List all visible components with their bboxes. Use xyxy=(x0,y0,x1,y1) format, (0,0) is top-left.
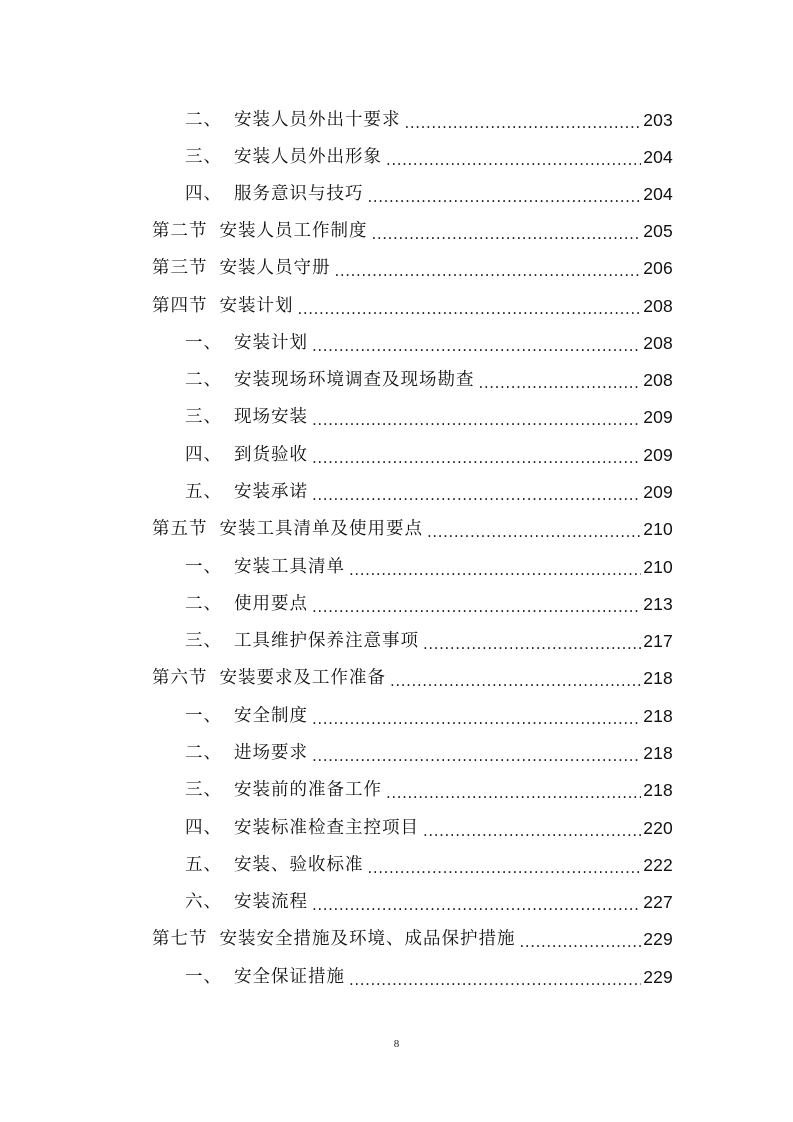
toc-entry-label: 六、 xyxy=(185,892,222,912)
toc-dot-leader xyxy=(423,628,641,654)
toc-entry-label: 五、 xyxy=(185,482,222,502)
toc-page-number: 209 xyxy=(643,482,673,502)
toc-entry[interactable] xyxy=(185,442,673,468)
toc-entry-title xyxy=(185,330,308,356)
toc-page-number: 227 xyxy=(643,892,673,912)
toc-entry[interactable] xyxy=(185,107,673,133)
toc-entry[interactable] xyxy=(152,293,673,319)
toc-dot-leader xyxy=(312,703,641,729)
toc-entry-title xyxy=(185,554,345,580)
toc-entry-title xyxy=(185,591,308,617)
toc-entry-label: 二、 xyxy=(185,110,222,130)
toc-entry[interactable] xyxy=(185,964,673,990)
toc-entry-title xyxy=(185,479,308,505)
toc-dot-leader xyxy=(520,926,642,952)
toc-dot-leader xyxy=(386,777,641,803)
toc-dot-leader xyxy=(335,255,642,281)
toc-entry-label: 一、 xyxy=(185,706,222,726)
toc-page-number: 213 xyxy=(643,594,673,614)
toc-entry-label: 四、 xyxy=(185,445,222,465)
toc-page-number: 218 xyxy=(643,706,673,726)
page-number: 8 xyxy=(393,1038,400,1050)
toc-entry-label: 三、 xyxy=(185,147,222,167)
toc-entry-label: 第六节 xyxy=(152,668,208,688)
toc-entry-label: 二、 xyxy=(185,370,222,390)
toc-entry[interactable] xyxy=(185,479,673,505)
toc-entry-title xyxy=(185,889,308,915)
toc-entry-label: 第三节 xyxy=(152,258,208,278)
toc-entry-title xyxy=(152,218,368,244)
toc-dot-leader xyxy=(312,442,641,468)
toc-entry-text: 安装、验收标准 xyxy=(234,855,364,875)
toc-entry-label: 二、 xyxy=(185,594,222,614)
toc-entry-title xyxy=(185,107,401,133)
toc-entry-text: 安全制度 xyxy=(234,706,308,726)
toc-entry-label: 三、 xyxy=(185,631,222,651)
toc-entry-title xyxy=(185,740,308,766)
toc-page-number: 209 xyxy=(643,407,673,427)
toc-entry[interactable] xyxy=(185,852,673,878)
toc-dot-leader xyxy=(298,293,642,319)
toc-entry[interactable] xyxy=(185,703,673,729)
toc-entry[interactable] xyxy=(185,815,673,841)
toc-page-number: 205 xyxy=(643,221,673,241)
toc-dot-leader xyxy=(312,889,641,915)
toc-page-number: 210 xyxy=(643,557,673,577)
toc-entry-title xyxy=(152,255,331,281)
toc-entry-title xyxy=(185,852,364,878)
toc-entry-text: 服务意识与技巧 xyxy=(234,184,364,204)
toc-entry[interactable] xyxy=(152,516,673,542)
toc-dot-leader xyxy=(312,404,641,430)
toc-page-number: 208 xyxy=(643,370,673,390)
toc-page-number: 229 xyxy=(643,967,673,987)
toc-page-number: 203 xyxy=(643,110,673,130)
toc-entry-text: 安装计划 xyxy=(234,333,308,353)
toc-dot-leader xyxy=(386,144,641,170)
toc-entry-label: 五、 xyxy=(185,855,222,875)
toc-entry[interactable] xyxy=(185,777,673,803)
toc-entry[interactable] xyxy=(185,404,673,430)
toc-entry-label: 四、 xyxy=(185,184,222,204)
toc-page-number: 208 xyxy=(643,333,673,353)
toc-entry-label: 第二节 xyxy=(152,221,208,241)
toc-entry-title xyxy=(185,442,308,468)
toc-entry-title xyxy=(152,516,423,542)
toc-dot-leader xyxy=(312,740,641,766)
toc-dot-leader xyxy=(312,591,641,617)
toc-entry-text: 安装承诺 xyxy=(234,482,308,502)
toc-entry-title xyxy=(185,404,308,430)
toc-entry-title xyxy=(185,144,382,170)
toc-entry-text: 安全保证措施 xyxy=(234,967,345,987)
toc-entry-label: 一、 xyxy=(185,967,222,987)
toc-entry-text: 安装要求及工作准备 xyxy=(219,668,386,688)
toc-entry[interactable] xyxy=(185,591,673,617)
toc-dot-leader xyxy=(405,107,642,133)
toc-entry-label: 第四节 xyxy=(152,296,208,316)
toc-page-number: 229 xyxy=(643,929,673,949)
toc-page-number: 222 xyxy=(643,855,673,875)
toc-entry-label: 第五节 xyxy=(152,519,208,539)
toc-entry-text: 安装人员外出十要求 xyxy=(234,110,401,130)
toc-dot-leader xyxy=(423,815,641,841)
toc-entry-label: 第七节 xyxy=(152,929,208,949)
toc-entry-title xyxy=(185,181,364,207)
toc-entry-title xyxy=(185,777,382,803)
toc-page-number: 204 xyxy=(643,184,673,204)
toc-entry-label: 四、 xyxy=(185,818,222,838)
toc-entry-title xyxy=(185,367,475,393)
toc-entry[interactable] xyxy=(185,367,673,393)
toc-entry-text: 安装工具清单 xyxy=(234,557,345,577)
toc-entry-text: 安装人员工作制度 xyxy=(219,221,368,241)
toc-entry-title xyxy=(185,628,419,654)
toc-page-number: 218 xyxy=(643,668,673,688)
toc-entry-text: 到货验收 xyxy=(234,445,308,465)
toc-entry-text: 安装工具清单及使用要点 xyxy=(219,519,423,539)
toc-entry-text: 安装流程 xyxy=(234,892,308,912)
toc-dot-leader xyxy=(312,479,641,505)
toc-entry-title xyxy=(152,293,294,319)
toc-dot-leader xyxy=(368,181,642,207)
toc-entry-text: 安装计划 xyxy=(219,296,294,316)
toc-entry-title xyxy=(185,964,345,990)
toc-page-number: 209 xyxy=(643,445,673,465)
toc-entry[interactable] xyxy=(152,255,673,281)
toc-entry-text: 安装人员守册 xyxy=(219,258,331,278)
toc-entry-text: 安装现场环境调查及现场勘查 xyxy=(234,370,475,390)
toc-entry[interactable] xyxy=(152,218,673,244)
toc-entry-label: 一、 xyxy=(185,557,222,577)
toc-entry-text: 安装标准检查主控项目 xyxy=(234,818,419,838)
toc-entry-text: 安装人员外出形象 xyxy=(234,147,382,167)
toc-entry-text: 工具维护保养注意事项 xyxy=(234,631,419,651)
toc-dot-leader xyxy=(312,330,641,356)
toc-entry-label: 三、 xyxy=(185,407,222,427)
toc-entry-text: 现场安装 xyxy=(234,407,308,427)
toc-entry-text: 安装前的准备工作 xyxy=(234,780,382,800)
toc-entry-title xyxy=(185,815,419,841)
toc-entry-title xyxy=(152,926,516,952)
toc-entry-text: 安装安全措施及环境、成品保护措施 xyxy=(219,929,516,949)
toc-entry-label: 一、 xyxy=(185,333,222,353)
toc-page-number: 220 xyxy=(643,818,673,838)
toc-entry-text: 使用要点 xyxy=(234,594,308,614)
toc-entry-label: 二、 xyxy=(185,743,222,763)
toc-page-number: 208 xyxy=(643,296,673,316)
toc-page-number: 210 xyxy=(643,519,673,539)
toc-entry[interactable] xyxy=(185,740,673,766)
toc-entry-title xyxy=(152,665,386,691)
toc-entry-title xyxy=(185,703,308,729)
toc-entry[interactable] xyxy=(152,665,673,691)
toc-entry[interactable] xyxy=(185,628,673,654)
toc-page-number: 204 xyxy=(643,147,673,167)
toc-entry-label: 三、 xyxy=(185,780,222,800)
toc-page-number: 218 xyxy=(643,743,673,763)
toc-dot-leader xyxy=(372,218,642,244)
toc-entry[interactable] xyxy=(185,181,673,207)
toc-entry[interactable] xyxy=(152,926,673,952)
toc-entry[interactable] xyxy=(185,554,673,580)
toc-dot-leader xyxy=(427,516,641,542)
toc-entry[interactable] xyxy=(185,144,673,170)
toc-entry[interactable] xyxy=(185,889,673,915)
toc-dot-leader xyxy=(479,367,642,393)
toc-page-number: 206 xyxy=(643,258,673,278)
toc-dot-leader xyxy=(349,554,641,580)
toc-dot-leader xyxy=(390,665,641,691)
toc-entry[interactable] xyxy=(185,330,673,356)
toc-page-number: 217 xyxy=(643,631,673,651)
toc-page-number: 218 xyxy=(643,780,673,800)
toc-dot-leader xyxy=(368,852,642,878)
toc-entry-text: 进场要求 xyxy=(234,743,308,763)
toc-dot-leader xyxy=(349,964,641,990)
